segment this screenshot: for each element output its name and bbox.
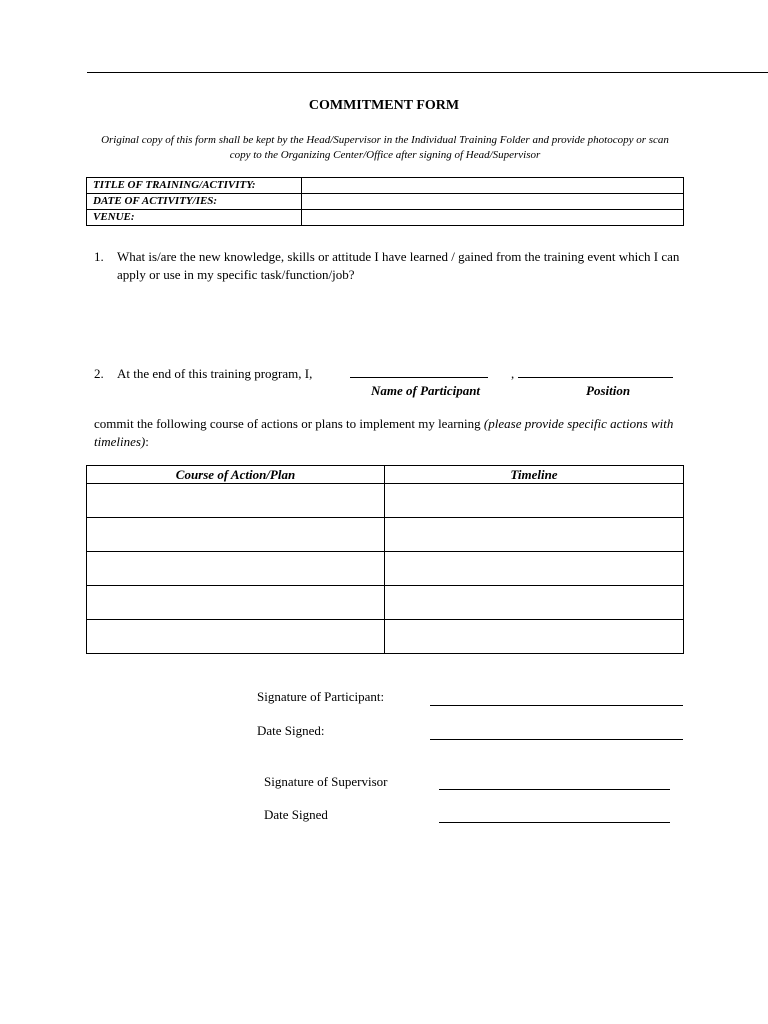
action-cell[interactable] — [87, 518, 385, 552]
question-2-number: 2. — [94, 366, 104, 381]
date-of-activity-label: DATE OF ACTIVITY/IES: — [87, 194, 302, 210]
table-header-row — [87, 466, 684, 484]
form-instruction: Original copy of this form shall be kept by the Head/Supervisor in the Individual Training Folder and provide photocopy or scan copy to the Organizing Center/Office after signing of Head/Supervisor — [101, 134, 669, 161]
action-cell[interactable] — [87, 552, 385, 586]
participant-signature-line[interactable] — [430, 705, 683, 706]
table-row — [87, 194, 684, 210]
commit-end: : — [145, 434, 149, 449]
timeline-cell[interactable] — [385, 484, 684, 518]
participant-date-block — [257, 722, 687, 742]
timeline-header: Timeline — [385, 466, 684, 484]
action-cell[interactable] — [87, 620, 385, 654]
date-of-activity-field[interactable] — [302, 194, 684, 210]
participant-name-line[interactable] — [350, 377, 488, 378]
question-1-text: What is/are the new knowledge, skills or attitude I have learned / gained from the training event which I can apply or use in my specific task/function/job? — [117, 249, 680, 282]
timeline-cell[interactable] — [385, 518, 684, 552]
timeline-cell[interactable] — [385, 620, 684, 654]
table-row — [87, 518, 684, 552]
position-label: Position — [586, 383, 631, 398]
top-rule — [87, 72, 768, 73]
course-of-action-header: Course of Action/Plan — [87, 466, 385, 484]
form-title: COMMITMENT FORM — [308, 98, 460, 113]
question-2-text: At the end of this training program, I, — [117, 366, 313, 381]
table-row — [87, 178, 684, 194]
venue-label: VENUE: — [87, 210, 302, 226]
participant-signature-label: Signature of Participant: — [257, 689, 385, 704]
title-of-training-field[interactable] — [302, 178, 684, 194]
commit-italic-text: (please provide specific actions with timelines) — [94, 416, 674, 449]
supervisor-signature-block — [264, 773, 674, 793]
table-row — [87, 210, 684, 226]
commit-statement — [94, 415, 684, 451]
supervisor-date-block — [264, 806, 674, 826]
participant-signature-block — [257, 688, 687, 708]
supervisor-date-label: Date Signed — [264, 807, 328, 822]
table-row — [87, 620, 684, 654]
table-row — [87, 552, 684, 586]
name-of-participant-label: Name of Participant — [371, 383, 481, 398]
action-cell[interactable] — [87, 586, 385, 620]
title-of-training-label: TITLE OF TRAINING/ACTIVITY: — [87, 178, 302, 194]
venue-field[interactable] — [302, 210, 684, 226]
table-row — [87, 586, 684, 620]
comma-separator: , — [511, 366, 515, 381]
question-1-number: 1. — [94, 249, 104, 264]
action-cell[interactable] — [87, 484, 385, 518]
training-info-table — [86, 177, 684, 226]
supervisor-date-line[interactable] — [439, 822, 670, 823]
participant-date-line[interactable] — [430, 739, 683, 740]
supervisor-signature-label: Signature of Supervisor — [264, 774, 388, 789]
table-row — [87, 484, 684, 518]
timeline-cell[interactable] — [385, 552, 684, 586]
position-line[interactable] — [518, 377, 673, 378]
participant-date-label: Date Signed: — [257, 723, 325, 738]
timeline-cell[interactable] — [385, 586, 684, 620]
question-2 — [94, 365, 694, 405]
supervisor-signature-line[interactable] — [439, 789, 670, 790]
action-plan-table — [86, 465, 684, 654]
commit-text: commit the following course of actions or plans to implement my learning — [94, 416, 484, 431]
